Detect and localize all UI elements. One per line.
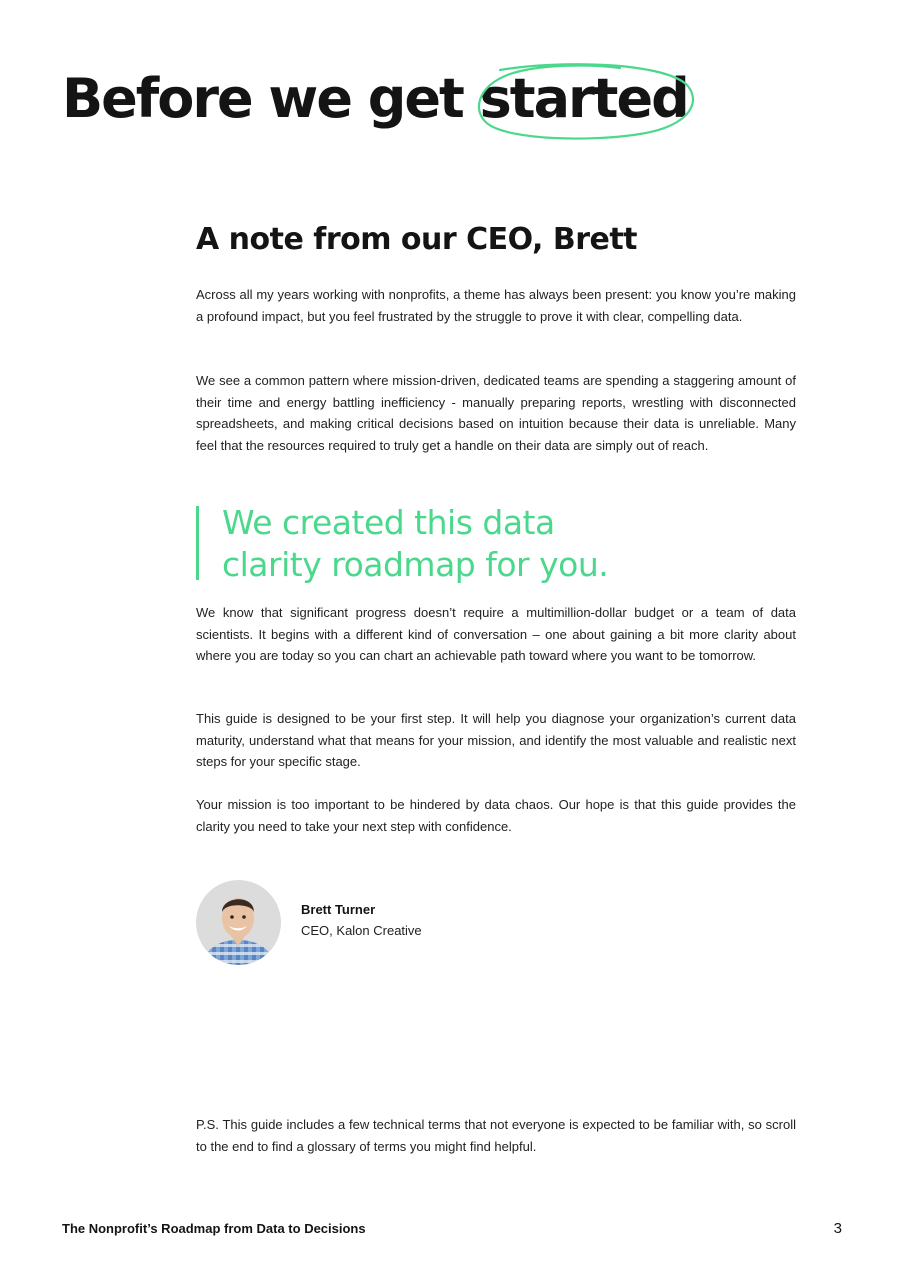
postscript: P.S. This guide includes a few technical terms that not everyone is expected to be familiar with, so scroll to the end to find a glossary of terms you might find helpful.	[196, 1117, 796, 1154]
ceo-portrait-icon	[196, 880, 281, 965]
page-title-highlight-text: started	[479, 67, 688, 130]
signature-name: Brett Turner	[301, 902, 376, 917]
avatar	[196, 880, 281, 965]
footer-document-title: The Nonprofit’s Roadmap from Data to Decisions	[62, 1221, 366, 1236]
note-paragraph-1: Across all my years working with nonprofits, a theme has always been present: you know you’re making a profound impact, but you feel frustrated by the struggle to prove it with clear, compelling data.	[196, 287, 796, 324]
signature-role: CEO, Kalon Creative	[301, 923, 422, 938]
note-paragraph-5: Your mission is too important to be hindered by data chaos. Our hope is that this guide provides the clarity you need to take your next step with confidence.	[196, 797, 796, 834]
pull-quote	[196, 504, 796, 582]
note-heading: A note from our CEO, Brett	[196, 222, 638, 257]
pull-quote-bar	[196, 506, 199, 580]
note-paragraph-2: We see a common pattern where mission-driven, dedicated teams are spending a staggering amount of their time and energy battling inefficiency - manually preparing reports, wrestling with disconnected spreadsheets, and making critical decisions based on intuition because their data is unreliable. Many feel that the resources required to truly get a handle on their data are simply out of reach.	[196, 373, 796, 453]
page-title-prefix: Before we get	[62, 67, 480, 130]
note-paragraph-4: This guide is designed to be your first step. It will help you diagnose your organization’s current data maturity, understand what that means for your mission, and identify the most valuable and realistic next steps for your specific stage.	[196, 711, 796, 769]
note-paragraph-3: We know that significant progress doesn’t require a multimillion-dollar budget or a team of data scientists. It begins with a different kind of conversation – one about gaining a bit more clarity about where you are today so you can chart an achievable path toward where you want to be tomorrow.	[196, 605, 796, 663]
page-number: 3	[833, 1220, 842, 1237]
page-title	[62, 67, 688, 130]
pull-quote-text: We created this data clarity roadmap for you.	[222, 503, 609, 584]
signature-block	[196, 880, 596, 966]
page-title-highlight	[479, 67, 688, 130]
